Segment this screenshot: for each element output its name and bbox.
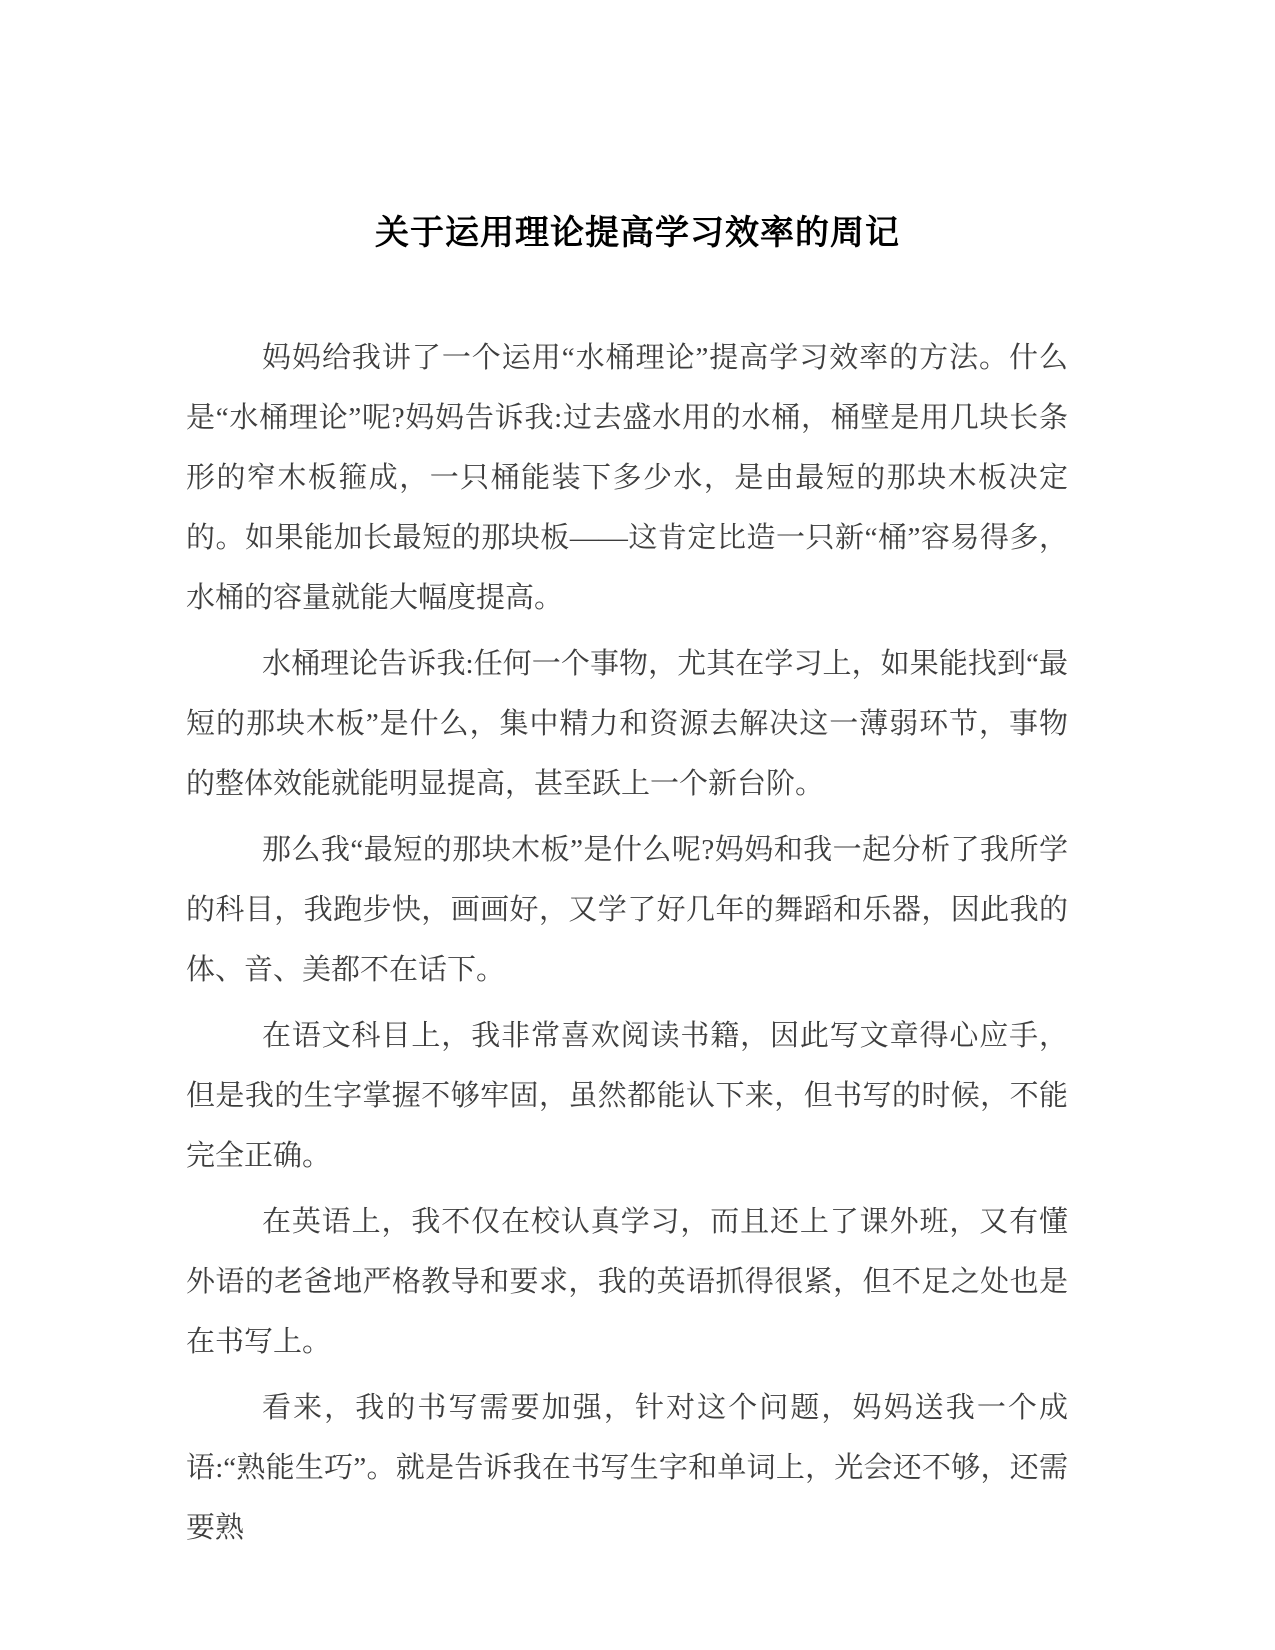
- paragraph-english-subject: 在英语上，我不仅在校认真学习，而且还上了课外班，又有懂外语的老爸地严格教导和要求，我的英语抓得很紧，但不足之处也是在书写上。: [186, 1206, 1068, 1358]
- paragraph-my-shortest-plank: 那么我“最短的那块木板”是什么呢?妈妈和我一起分析了我所学的科目，我跑步快，画画好，又学了好几年的舞蹈和乐器，因此我的体、音、美都不在话下。: [186, 834, 1068, 986]
- document-title: 关于运用理论提高学习效率的周记: [375, 214, 900, 252]
- paragraph-bucket-theory-intro: 妈妈给我讲了一个运用“水桶理论”提高学习效率的方法。什么是“水桶理论”呢?妈妈告诉我:过去盛水用的水桶，桶壁是用几块长条形的窄木板箍成，一只桶能装下多少水，是由最短的那块木板决定的。如果能加长最短的那块板——这肯定比造一只新“桶”容易得多，水桶的容量就能大幅度提高。: [186, 342, 1068, 614]
- paragraph-bucket-theory-lesson: 水桶理论告诉我:任何一个事物，尤其在学习上，如果能找到“最短的那块木板”是什么，集中精力和资源去解决这一薄弱环节，事物的整体效能就能明显提高，甚至跃上一个新台阶。: [186, 648, 1068, 800]
- paragraph-practice-makes-perfect: 看来，我的书写需要加强，针对这个问题，妈妈送我一个成语:“熟能生巧”。就是告诉我在书写生字和单词上，光会还不够，还需要熟: [186, 1392, 1068, 1544]
- paragraph-chinese-subject: 在语文科目上，我非常喜欢阅读书籍，因此写文章得心应手，但是我的生字掌握不够牢固，虽然都能认下来，但书写的时候，不能完全正确。: [186, 1020, 1068, 1172]
- document-body: [186, 328, 1068, 1558]
